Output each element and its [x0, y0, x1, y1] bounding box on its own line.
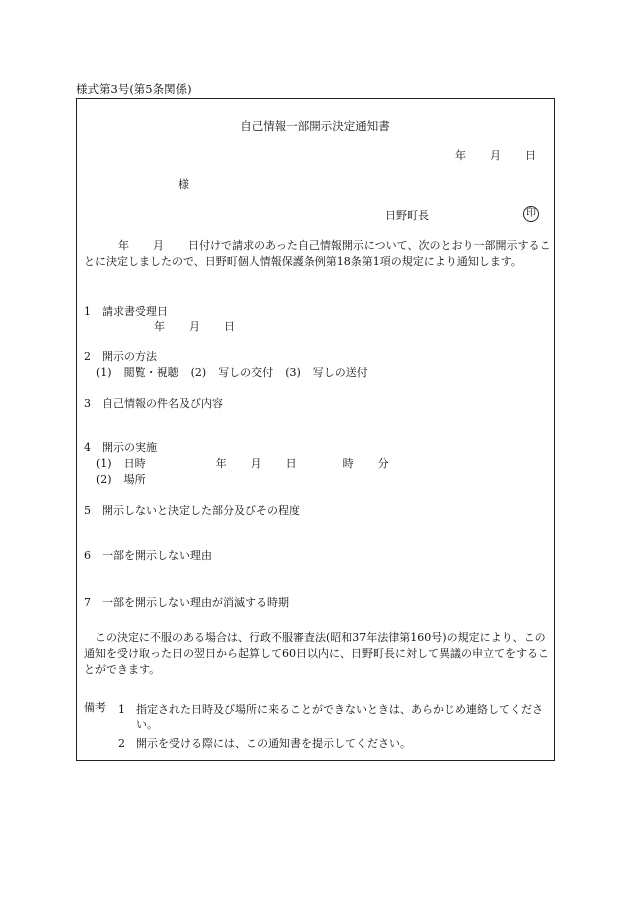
- disclosure-method-options: [96, 367, 368, 378]
- section-label: 一部を開示しない理由: [102, 549, 212, 562]
- place-number: (2): [96, 473, 112, 486]
- section-number: 1: [84, 305, 91, 318]
- date-year-label: 年: [455, 149, 466, 162]
- receipt-date-line: [154, 321, 235, 332]
- remarks-label: 備考: [84, 701, 106, 714]
- section-label: 開示の方法: [102, 350, 157, 363]
- appeal-notice-text: この決定に不服のある場合は、行政不服審査法(昭和37年法律第160号)の規定により、この通知を受け取った日の翌日から起算して60日以内に、日野町長に対して異議の申立てをすることができます。: [84, 631, 549, 676]
- date-month-label: 月: [490, 149, 501, 162]
- remark-text: 開示を受ける際には、この通知書を提示してください。: [136, 737, 411, 750]
- section-number: 4: [84, 441, 91, 454]
- intro-paragraph: [84, 238, 554, 270]
- datetime-hour-label: 時: [342, 457, 354, 470]
- option-3-label: 写しの送付: [312, 366, 368, 379]
- disclosure-datetime-line: [96, 458, 389, 469]
- section-number: 5: [84, 504, 91, 517]
- date-header: [455, 150, 536, 161]
- disclosure-place-line: [96, 474, 146, 485]
- option-2-label: 写しの交付: [218, 366, 274, 379]
- intro-year-label: 年: [118, 239, 129, 252]
- section-label: 請求書受理日: [102, 305, 168, 318]
- receipt-year-label: 年: [154, 320, 165, 333]
- option-1-label: 閲覧・視聴: [123, 366, 179, 379]
- form-label: 様式第3号(第5条関係): [76, 82, 192, 96]
- appeal-notice: [84, 630, 554, 678]
- section-label: 開示しないと決定した部分及びその程度: [102, 504, 300, 517]
- option-3-number: (3): [285, 366, 301, 379]
- section-number: 2: [84, 350, 91, 363]
- remark-item: [118, 702, 554, 732]
- section-2-heading: [84, 351, 157, 362]
- section-5-heading: [84, 505, 300, 516]
- place-label: 場所: [123, 473, 146, 486]
- section-label: 自己情報の件名及び内容: [102, 397, 223, 410]
- document-title: 自己情報一部開示決定通知書: [240, 119, 390, 133]
- section-number: 6: [84, 549, 91, 562]
- receipt-day-label: 日: [224, 320, 235, 333]
- datetime-year-label: 年: [215, 457, 227, 470]
- seal-mark: 印: [523, 206, 539, 222]
- section-label: 一部を開示しない理由が消滅する時期: [102, 596, 289, 609]
- section-3-heading: [84, 398, 223, 409]
- receipt-month-label: 月: [189, 320, 200, 333]
- date-day-label: 日: [525, 149, 536, 162]
- datetime-label: 日時: [123, 457, 146, 470]
- section-7-heading: [84, 597, 289, 608]
- issuer-name: 日野町長: [385, 209, 429, 222]
- section-label: 開示の実施: [102, 441, 157, 454]
- section-4-heading: [84, 442, 157, 453]
- section-number: 7: [84, 596, 91, 609]
- option-2-number: (2): [190, 366, 207, 379]
- remark-number: 1: [118, 703, 125, 716]
- datetime-number: (1): [96, 457, 112, 470]
- section-1-heading: [84, 306, 168, 317]
- section-number: 3: [84, 397, 91, 410]
- remark-text: 指定された日時及び場所に来ることができないときは、あらかじめ連絡してください。: [136, 703, 543, 731]
- intro-month-label: 月: [153, 239, 164, 252]
- datetime-minute-label: 分: [377, 457, 389, 470]
- remark-item: [118, 736, 554, 751]
- remark-number: 2: [118, 737, 125, 750]
- section-6-heading: [84, 550, 212, 561]
- datetime-month-label: 月: [250, 457, 262, 470]
- datetime-day-label: 日: [285, 457, 297, 470]
- option-1-number: (1): [96, 366, 112, 379]
- addressee-suffix: 様: [178, 178, 189, 191]
- intro-text: 日付けで請求のあった自己情報開示について、次のとおり一部開示することに決定しましたので、日野町個人情報保護条例第18条第1項の規定により通知します。: [84, 239, 551, 268]
